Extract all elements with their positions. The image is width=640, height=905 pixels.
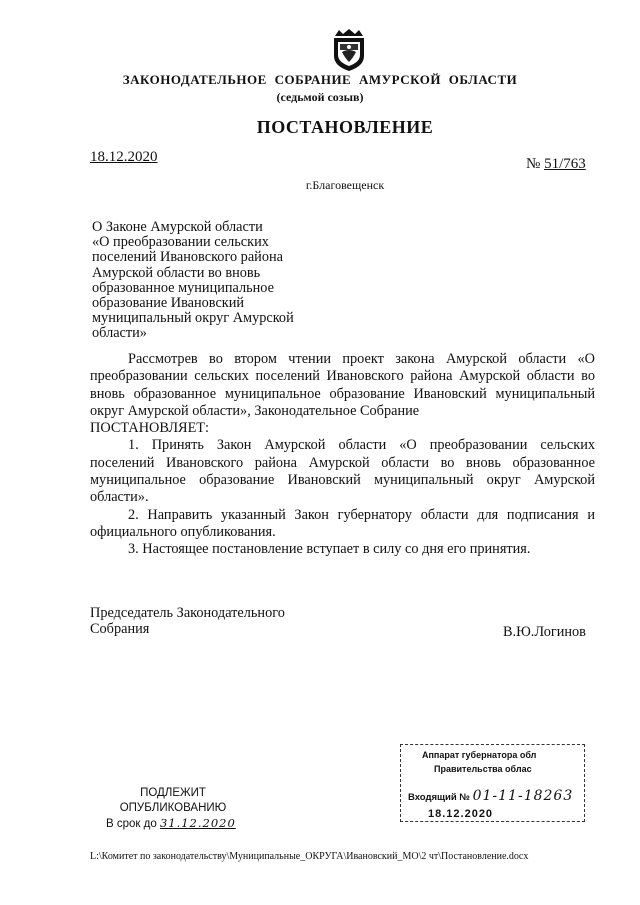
- stamp-government-line: Правительства облас: [434, 764, 532, 774]
- subject-line: поселений Ивановского района: [92, 249, 283, 266]
- publication-note: [108, 786, 238, 832]
- preamble-paragraph: Рассмотрев во втором чтении проект закона Амурской области «О преобразовании сельских поселений Ивановского района Амурской области во вновь образованное муниципальное образование Ивановский муниципальный округ Амурской области», Законодательное Собрание: [90, 351, 595, 419]
- resolution-item-3: 3. Настоящее постановление вступает в силу со дня его принятия.: [128, 541, 531, 558]
- resolution-item-1: 1. Принять Закон Амурской области «О преобразовании сельских поселений Ивановского района Амурской области во вновь образованное муниципальное образование Ивановский муниципальный округ Амурской области».: [90, 437, 595, 506]
- number-value: 51/763: [544, 156, 586, 172]
- document-number: [526, 156, 586, 173]
- number-prefix: №: [526, 156, 541, 172]
- organization-name: ЗАКОНОДАТЕЛЬНОЕ СОБРАНИЕ АМУРСКОЙ ОБЛАСТИ: [122, 72, 518, 87]
- publish-line: ПОДЛЕЖИТ: [140, 787, 206, 799]
- stamp-office-line: Аппарат губернатора обл: [422, 750, 537, 760]
- stamp-date: 18.12.2020: [428, 808, 494, 820]
- deadline-label: В срок до: [106, 818, 157, 830]
- subject-line: образованное муниципальное: [92, 279, 274, 296]
- deadline-value: 31.12.2020: [159, 816, 236, 830]
- document-city: г.Благовещенск: [305, 178, 385, 192]
- document-type-title: ПОСТАНОВЛЕНИЕ: [256, 117, 434, 137]
- subject-line: муниципальный округ Амурской: [92, 310, 294, 327]
- convocation-label: (седьмой созыв): [276, 90, 364, 104]
- publish-line: ОПУБЛИКОВАНИЮ: [119, 802, 227, 814]
- position-line: Собрания: [90, 620, 150, 637]
- resolution-item-2: 2. Направить указанный Закон губернатору области для подписания и официального опубликования.: [90, 506, 595, 540]
- subject-line: Амурской области во вновь: [92, 264, 261, 281]
- position-line: Председатель Законодательного: [90, 605, 285, 621]
- document-body: [90, 351, 595, 559]
- subject-line: области»: [92, 325, 147, 342]
- publish-deadline: [106, 816, 238, 832]
- stamp-incoming-number: [408, 788, 573, 804]
- coat-of-arms-icon: [329, 28, 369, 72]
- subject-line: «О преобразовании сельских: [92, 234, 269, 251]
- incoming-label: Входящий №: [408, 792, 470, 803]
- document-date: 18.12.2020: [90, 149, 158, 165]
- incoming-number-handwritten: 01-11-18263: [472, 788, 574, 804]
- document-subject: [92, 220, 317, 342]
- incoming-registration-stamp: [400, 744, 585, 822]
- document-header: [0, 72, 640, 105]
- resolves-label: ПОСТАНОВЛЯЕТ:: [90, 420, 210, 437]
- subject-line: О Законе Амурской области: [92, 219, 263, 235]
- signatory-position: [90, 606, 330, 637]
- subject-line: образование Ивановский: [92, 295, 245, 312]
- file-path-footer: L:\Комитет по законодательству\Муниципальные_ОКРУГА\Ивановский_МО\2 чт\Постановление.docx: [90, 851, 529, 862]
- signatory-name: В.Ю.Логинов: [503, 624, 586, 640]
